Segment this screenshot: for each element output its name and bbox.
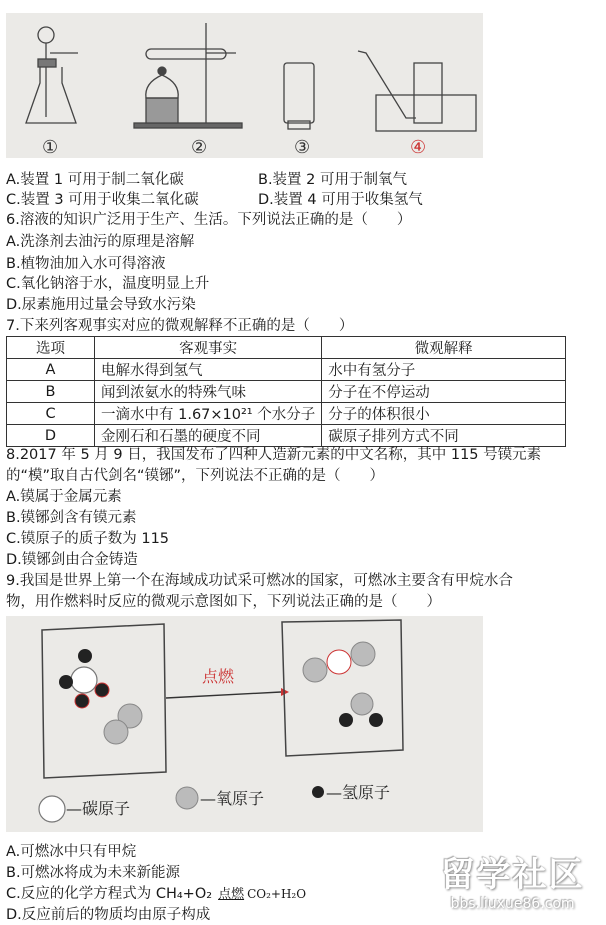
arrow-condition-label: 点燃 bbox=[202, 667, 235, 686]
header-option: 选项 bbox=[7, 337, 95, 359]
watermark-title: 留学社区 bbox=[440, 855, 585, 895]
q8-stem-line2: 的“模”取自古代剑名“镆铘”，下列说法不正确的是（ ） bbox=[6, 468, 385, 484]
carbon-atom-icon bbox=[39, 796, 65, 822]
q9-stem-line2: 物，用作燃料时反应的微观示意图如下，下列说法正确的是（ ） bbox=[6, 594, 441, 610]
table-row bbox=[7, 381, 566, 403]
apparatus-illustration bbox=[6, 13, 483, 158]
hydrogen-atom-icon bbox=[312, 786, 324, 798]
table-row bbox=[7, 425, 566, 447]
reaction-condition: 点燃 bbox=[218, 887, 245, 902]
q9-stem-line1: 9.我国是世界上第一个在海域成功试采可燃冰的国家，可燃冰主要含有甲烷水合 bbox=[6, 573, 513, 589]
row-option: C bbox=[7, 403, 95, 425]
row-explanation: 碳原子排列方式不同 bbox=[322, 425, 566, 447]
q7-facts-table bbox=[6, 336, 566, 447]
q9-option-a: A.可燃冰中只有甲烷 bbox=[6, 844, 137, 860]
row-fact: 金刚石和石墨的硬度不同 bbox=[95, 425, 322, 447]
q5-option-d: D.装置 4 可用于收集氢气 bbox=[258, 192, 423, 208]
legend-oxygen: —氧原子 bbox=[200, 789, 265, 808]
legend-hydrogen: —氢原子 bbox=[326, 783, 391, 802]
header-explanation: 微观解释 bbox=[322, 337, 566, 359]
reaction-diagram bbox=[6, 616, 483, 832]
row-fact: 一滴水中有 1.67×10²¹ 个水分子 bbox=[95, 403, 322, 425]
row-explanation: 分子在不停运动 bbox=[322, 381, 566, 403]
row-option: D bbox=[7, 425, 95, 447]
watermark-logo bbox=[430, 855, 595, 917]
q9-option-c-prefix: C.反应的化学方程式为 CH₄+O₂ bbox=[6, 886, 213, 902]
q8-option-b: B.镆铘剑含有镆元素 bbox=[6, 510, 137, 526]
row-option: B bbox=[7, 381, 95, 403]
reaction-products: CO₂+H₂O bbox=[247, 887, 307, 901]
apparatus-figure bbox=[6, 13, 483, 158]
q7-stem: 7.下来列客观事实对应的微观解释不正确的是（ ） bbox=[6, 318, 354, 334]
q6-stem: 6.溶液的知识广泛用于生产、生活。下列说法正确的是（ ） bbox=[6, 212, 412, 228]
row-explanation: 分子的体积很小 bbox=[322, 403, 566, 425]
header-fact: 客观事实 bbox=[95, 337, 322, 359]
q6-option-b: B.植物油加入水可得溶液 bbox=[6, 256, 166, 272]
q8-option-c: C.镆原子的质子数为 115 bbox=[6, 531, 170, 547]
legend-carbon: —碳原子 bbox=[66, 799, 131, 818]
figure-label-2: ② bbox=[191, 137, 208, 158]
table-row bbox=[7, 359, 566, 381]
figure-label-4: ④ bbox=[410, 137, 427, 158]
q8-option-d: D.镆铘剑由合金铸造 bbox=[6, 552, 138, 568]
table-row bbox=[7, 403, 566, 425]
q5-option-a: A.装置 1 可用于制二氧化碳 bbox=[6, 172, 184, 188]
q5-option-b: B.装置 2 可用于制氧气 bbox=[258, 172, 407, 188]
q6-option-a: A.洗涤剂去油污的原理是溶解 bbox=[6, 234, 195, 250]
oxygen-atom-icon bbox=[176, 787, 198, 809]
q9-option-b: B.可燃冰将成为未来新能源 bbox=[6, 865, 181, 881]
reaction-illustration bbox=[6, 616, 483, 832]
row-fact: 闻到浓氨水的特殊气味 bbox=[95, 381, 322, 403]
figure-label-3: ③ bbox=[294, 137, 311, 158]
q6-option-c: C.氧化钠溶于水，温度明显上升 bbox=[6, 276, 210, 292]
row-explanation: 水中有氢分子 bbox=[322, 359, 566, 381]
watermark-url: bbs.liuxue86.com bbox=[450, 896, 575, 912]
row-fact: 电解水得到氢气 bbox=[95, 359, 322, 381]
q8-stem-line1: 8.2017 年 5 月 9 日，我国发布了四种人造新元素的中文名称，其中 115 号镆元素 bbox=[6, 447, 542, 463]
q6-option-d: D.尿素施用过量会导致水污染 bbox=[6, 297, 196, 313]
q9-option-d: D.反应前后的物质均由原子构成 bbox=[6, 907, 211, 923]
row-option: A bbox=[7, 359, 95, 381]
q9-option-c bbox=[6, 884, 306, 905]
table-header-row bbox=[7, 337, 566, 359]
figure-label-1: ① bbox=[42, 137, 59, 158]
q5-option-c: C.装置 3 可用于收集二氧化碳 bbox=[6, 192, 199, 208]
q8-option-a: A.镆属于金属元素 bbox=[6, 489, 122, 505]
